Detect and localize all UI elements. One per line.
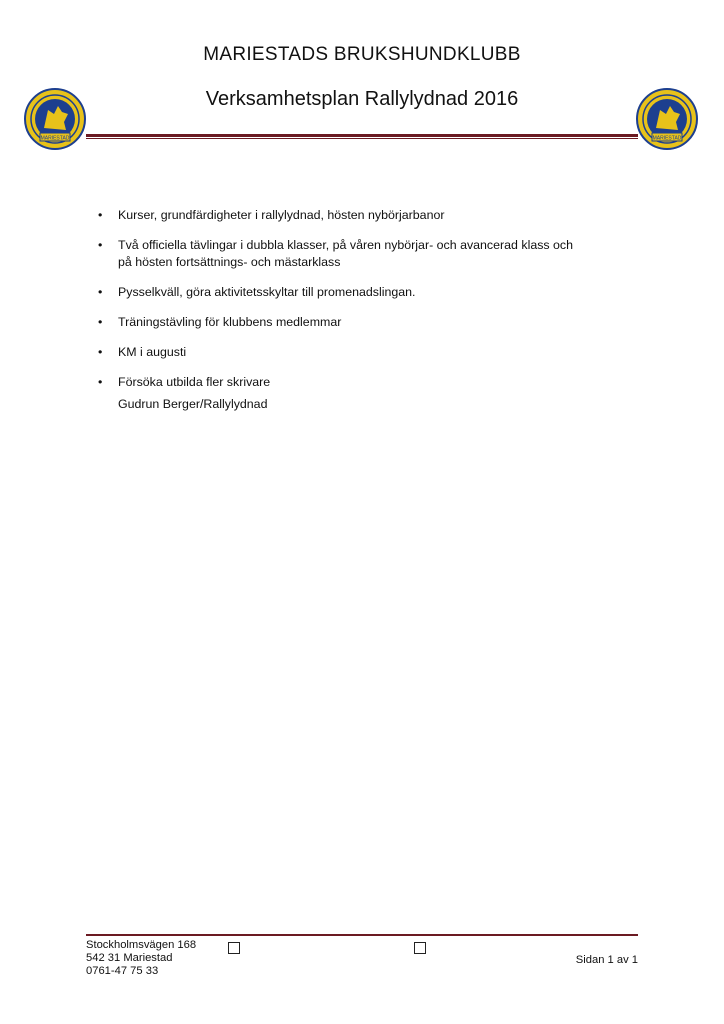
- document-body: [98, 207, 658, 413]
- footer-address: [86, 939, 638, 978]
- list-item-text: Träningstävling för klubbens medlemmar: [118, 315, 342, 329]
- list-item: [98, 284, 658, 301]
- bullet-icon: •: [98, 238, 103, 252]
- logo-text: MARIESTAD: [652, 135, 682, 142]
- club-logo-left: [24, 88, 86, 150]
- bullet-icon: •: [98, 345, 103, 359]
- list-item-text: Pysselkväll, göra aktivitetsskyltar till promenadslingan.: [118, 285, 416, 299]
- list-item: [98, 237, 658, 271]
- list-item-text: Försöka utbilda fler skrivare: [118, 375, 271, 389]
- bullet-list: [98, 207, 658, 391]
- list-item: [98, 207, 658, 224]
- list-item: [98, 314, 658, 331]
- footer: [86, 939, 638, 978]
- page-number: Sidan 1 av 1: [575, 954, 638, 966]
- address-line: 0761-47 75 33: [86, 965, 159, 977]
- org-title: MARIESTADS BRUKSHUNDKLUBB: [203, 44, 521, 65]
- address-line: Stockholmsvägen 168: [86, 939, 197, 951]
- checkbox-icon: [414, 942, 426, 954]
- checkbox-icon: [228, 942, 240, 954]
- list-item-text: Två officiella tävlingar i dubbla klasser, på våren nybörjar- och avancerad klass och: [118, 238, 574, 252]
- footer-rule: [86, 934, 638, 936]
- list-item-text: KM i augusti: [118, 345, 187, 359]
- list-item-text: Kurser, grundfärdigheter i rallylydnad, hösten nybörjarbanor: [118, 208, 445, 222]
- logo-text: MARIESTAD: [40, 135, 70, 142]
- bullet-icon: •: [98, 315, 103, 329]
- address-line: 542 31 Mariestad: [86, 952, 173, 964]
- document-title: Verksamhetsplan Rallylydnad 2016: [205, 88, 519, 110]
- signature: Gudrun Berger/Rallylydnad: [118, 397, 268, 411]
- club-logo-right: [636, 88, 698, 150]
- list-item-text: på hösten fortsättnings- och mästarklass: [118, 255, 341, 269]
- list-item: [98, 374, 658, 391]
- bullet-icon: •: [98, 208, 103, 222]
- bullet-icon: •: [98, 375, 103, 389]
- header-rule: [86, 134, 638, 140]
- bullet-icon: •: [98, 285, 103, 299]
- list-item: [98, 344, 658, 361]
